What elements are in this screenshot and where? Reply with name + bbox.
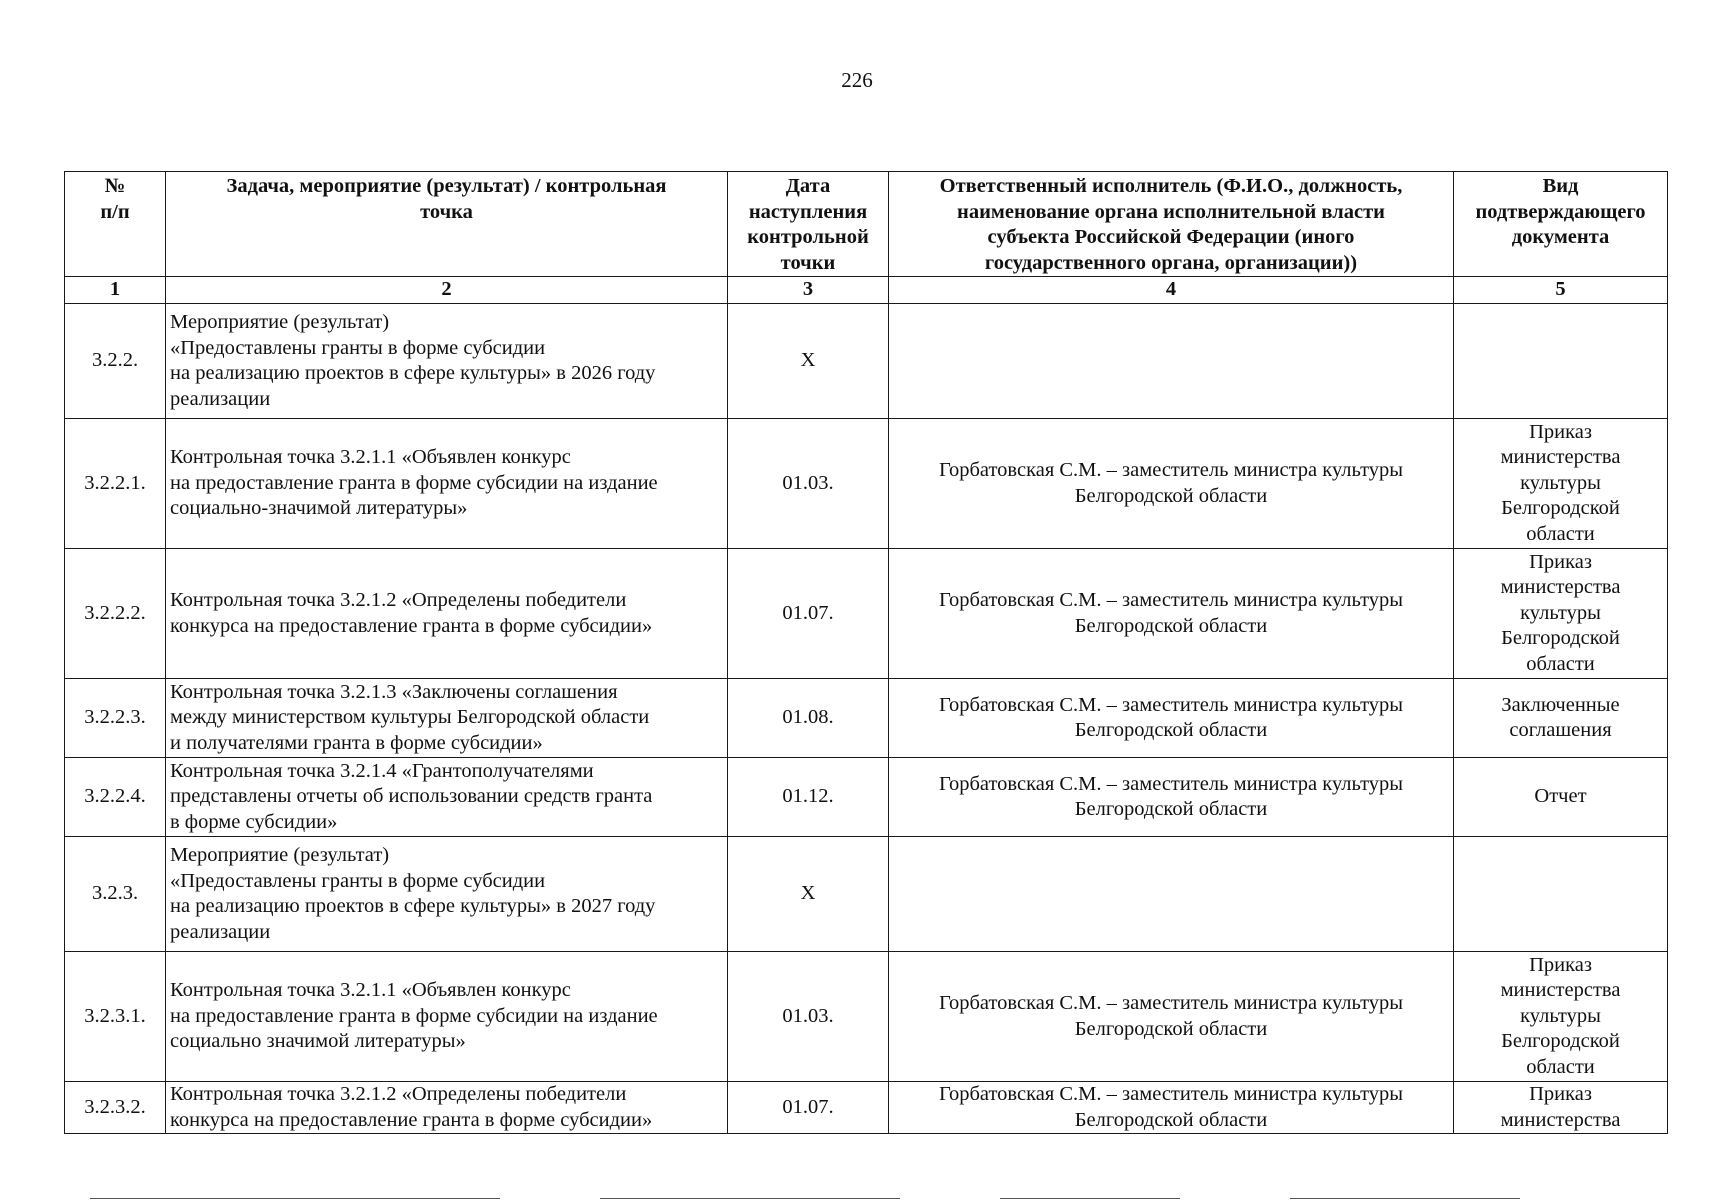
bottom-rule bbox=[1000, 1198, 1180, 1199]
row-number: 3.2.2.2. bbox=[65, 549, 166, 679]
row-date: 01.03. bbox=[728, 952, 889, 1082]
row-date: 01.12. bbox=[728, 758, 889, 837]
table-row bbox=[65, 419, 1668, 549]
row-task: Мероприятие (результат) «Предоставлены гранты в форме субсидии на реализацию проектов в сфере культуры» в 2027 году реализации bbox=[166, 837, 728, 952]
row-number: 3.2.2.1. bbox=[65, 419, 166, 549]
bottom-rule bbox=[1290, 1198, 1520, 1199]
row-task: Мероприятие (результат) «Предоставлены гранты в форме субсидии на реализацию проектов в сфере культуры» в 2026 году реализации bbox=[166, 304, 728, 419]
column-number-row bbox=[65, 277, 1668, 304]
header-executor: Ответственный исполнитель (Ф.И.О., должность, наименование органа исполнительной власти субъекта Российской Федерации (иного государственного органа, организации)) bbox=[889, 172, 1454, 277]
row-number: 3.2.3.2. bbox=[65, 1082, 166, 1134]
column-number: 4 bbox=[889, 277, 1454, 304]
table-row bbox=[65, 679, 1668, 758]
header-document: Вид подтверждающего документа bbox=[1454, 172, 1668, 277]
row-document: Приказ министерства bbox=[1454, 1082, 1668, 1134]
table-row bbox=[65, 1082, 1668, 1134]
row-executor: Горбатовская С.М. – заместитель министра культуры Белгородской области bbox=[889, 758, 1454, 837]
header-number: № п/п bbox=[65, 172, 166, 277]
row-executor: Горбатовская С.М. – заместитель министра культуры Белгородской области bbox=[889, 1082, 1454, 1134]
row-document: Заключенные соглашения bbox=[1454, 679, 1668, 758]
column-number: 1 bbox=[65, 277, 166, 304]
row-number: 3.2.3. bbox=[65, 837, 166, 952]
row-date: 01.07. bbox=[728, 549, 889, 679]
table-row bbox=[65, 304, 1668, 419]
row-date: 01.07. bbox=[728, 1082, 889, 1134]
control-points-table bbox=[64, 171, 1668, 1134]
row-date: 01.03. bbox=[728, 419, 889, 549]
row-task: Контрольная точка 3.2.1.3 «Заключены соглашения между министерством культуры Белгородской области и получателями гранта в форме субсидии» bbox=[166, 679, 728, 758]
header-task: Задача, мероприятие (результат) / контрольная точка bbox=[166, 172, 728, 277]
row-document: Приказ министерства культуры Белгородской области bbox=[1454, 549, 1668, 679]
row-task: Контрольная точка 3.2.1.1 «Объявлен конкурс на предоставление гранта в форме субсидии на издание социально значимой литературы» bbox=[166, 952, 728, 1082]
table-row bbox=[65, 837, 1668, 952]
row-number: 3.2.2.4. bbox=[65, 758, 166, 837]
row-document: Отчет bbox=[1454, 758, 1668, 837]
row-number: 3.2.2. bbox=[65, 304, 166, 419]
row-date: X bbox=[728, 304, 889, 419]
row-task: Контрольная точка 3.2.1.1 «Объявлен конкурс на предоставление гранта в форме субсидии на издание социально-значимой литературы» bbox=[166, 419, 728, 549]
column-number: 3 bbox=[728, 277, 889, 304]
row-executor: Горбатовская С.М. – заместитель министра культуры Белгородской области bbox=[889, 679, 1454, 758]
row-task: Контрольная точка 3.2.1.4 «Грантополучателями представлены отчеты об использовании средств гранта в форме субсидии» bbox=[166, 758, 728, 837]
row-document: Приказ министерства культуры Белгородской области bbox=[1454, 952, 1668, 1082]
row-executor: Горбатовская С.М. – заместитель министра культуры Белгородской области bbox=[889, 419, 1454, 549]
row-executor: Горбатовская С.М. – заместитель министра культуры Белгородской области bbox=[889, 952, 1454, 1082]
table-row bbox=[65, 952, 1668, 1082]
row-number: 3.2.3.1. bbox=[65, 952, 166, 1082]
row-date: 01.08. bbox=[728, 679, 889, 758]
row-executor bbox=[889, 304, 1454, 419]
row-number: 3.2.2.3. bbox=[65, 679, 166, 758]
table-row bbox=[65, 758, 1668, 837]
bottom-rule bbox=[600, 1198, 900, 1199]
column-number: 5 bbox=[1454, 277, 1668, 304]
column-number: 2 bbox=[166, 277, 728, 304]
row-document bbox=[1454, 304, 1668, 419]
table-header-row bbox=[65, 172, 1668, 277]
row-document: Приказ министерства культуры Белгородской области bbox=[1454, 419, 1668, 549]
row-task: Контрольная точка 3.2.1.2 «Определены победители конкурса на предоставление гранта в форме субсидии» bbox=[166, 549, 728, 679]
row-task: Контрольная точка 3.2.1.2 «Определены победители конкурса на предоставление гранта в форме субсидии» bbox=[166, 1082, 728, 1134]
row-executor: Горбатовская С.М. – заместитель министра культуры Белгородской области bbox=[889, 549, 1454, 679]
table-row bbox=[65, 549, 1668, 679]
page-number: 226 bbox=[841, 68, 873, 92]
row-executor bbox=[889, 837, 1454, 952]
bottom-rule bbox=[90, 1198, 500, 1199]
row-document bbox=[1454, 837, 1668, 952]
row-date: X bbox=[728, 837, 889, 952]
header-date: Дата наступления контрольной точки bbox=[728, 172, 889, 277]
